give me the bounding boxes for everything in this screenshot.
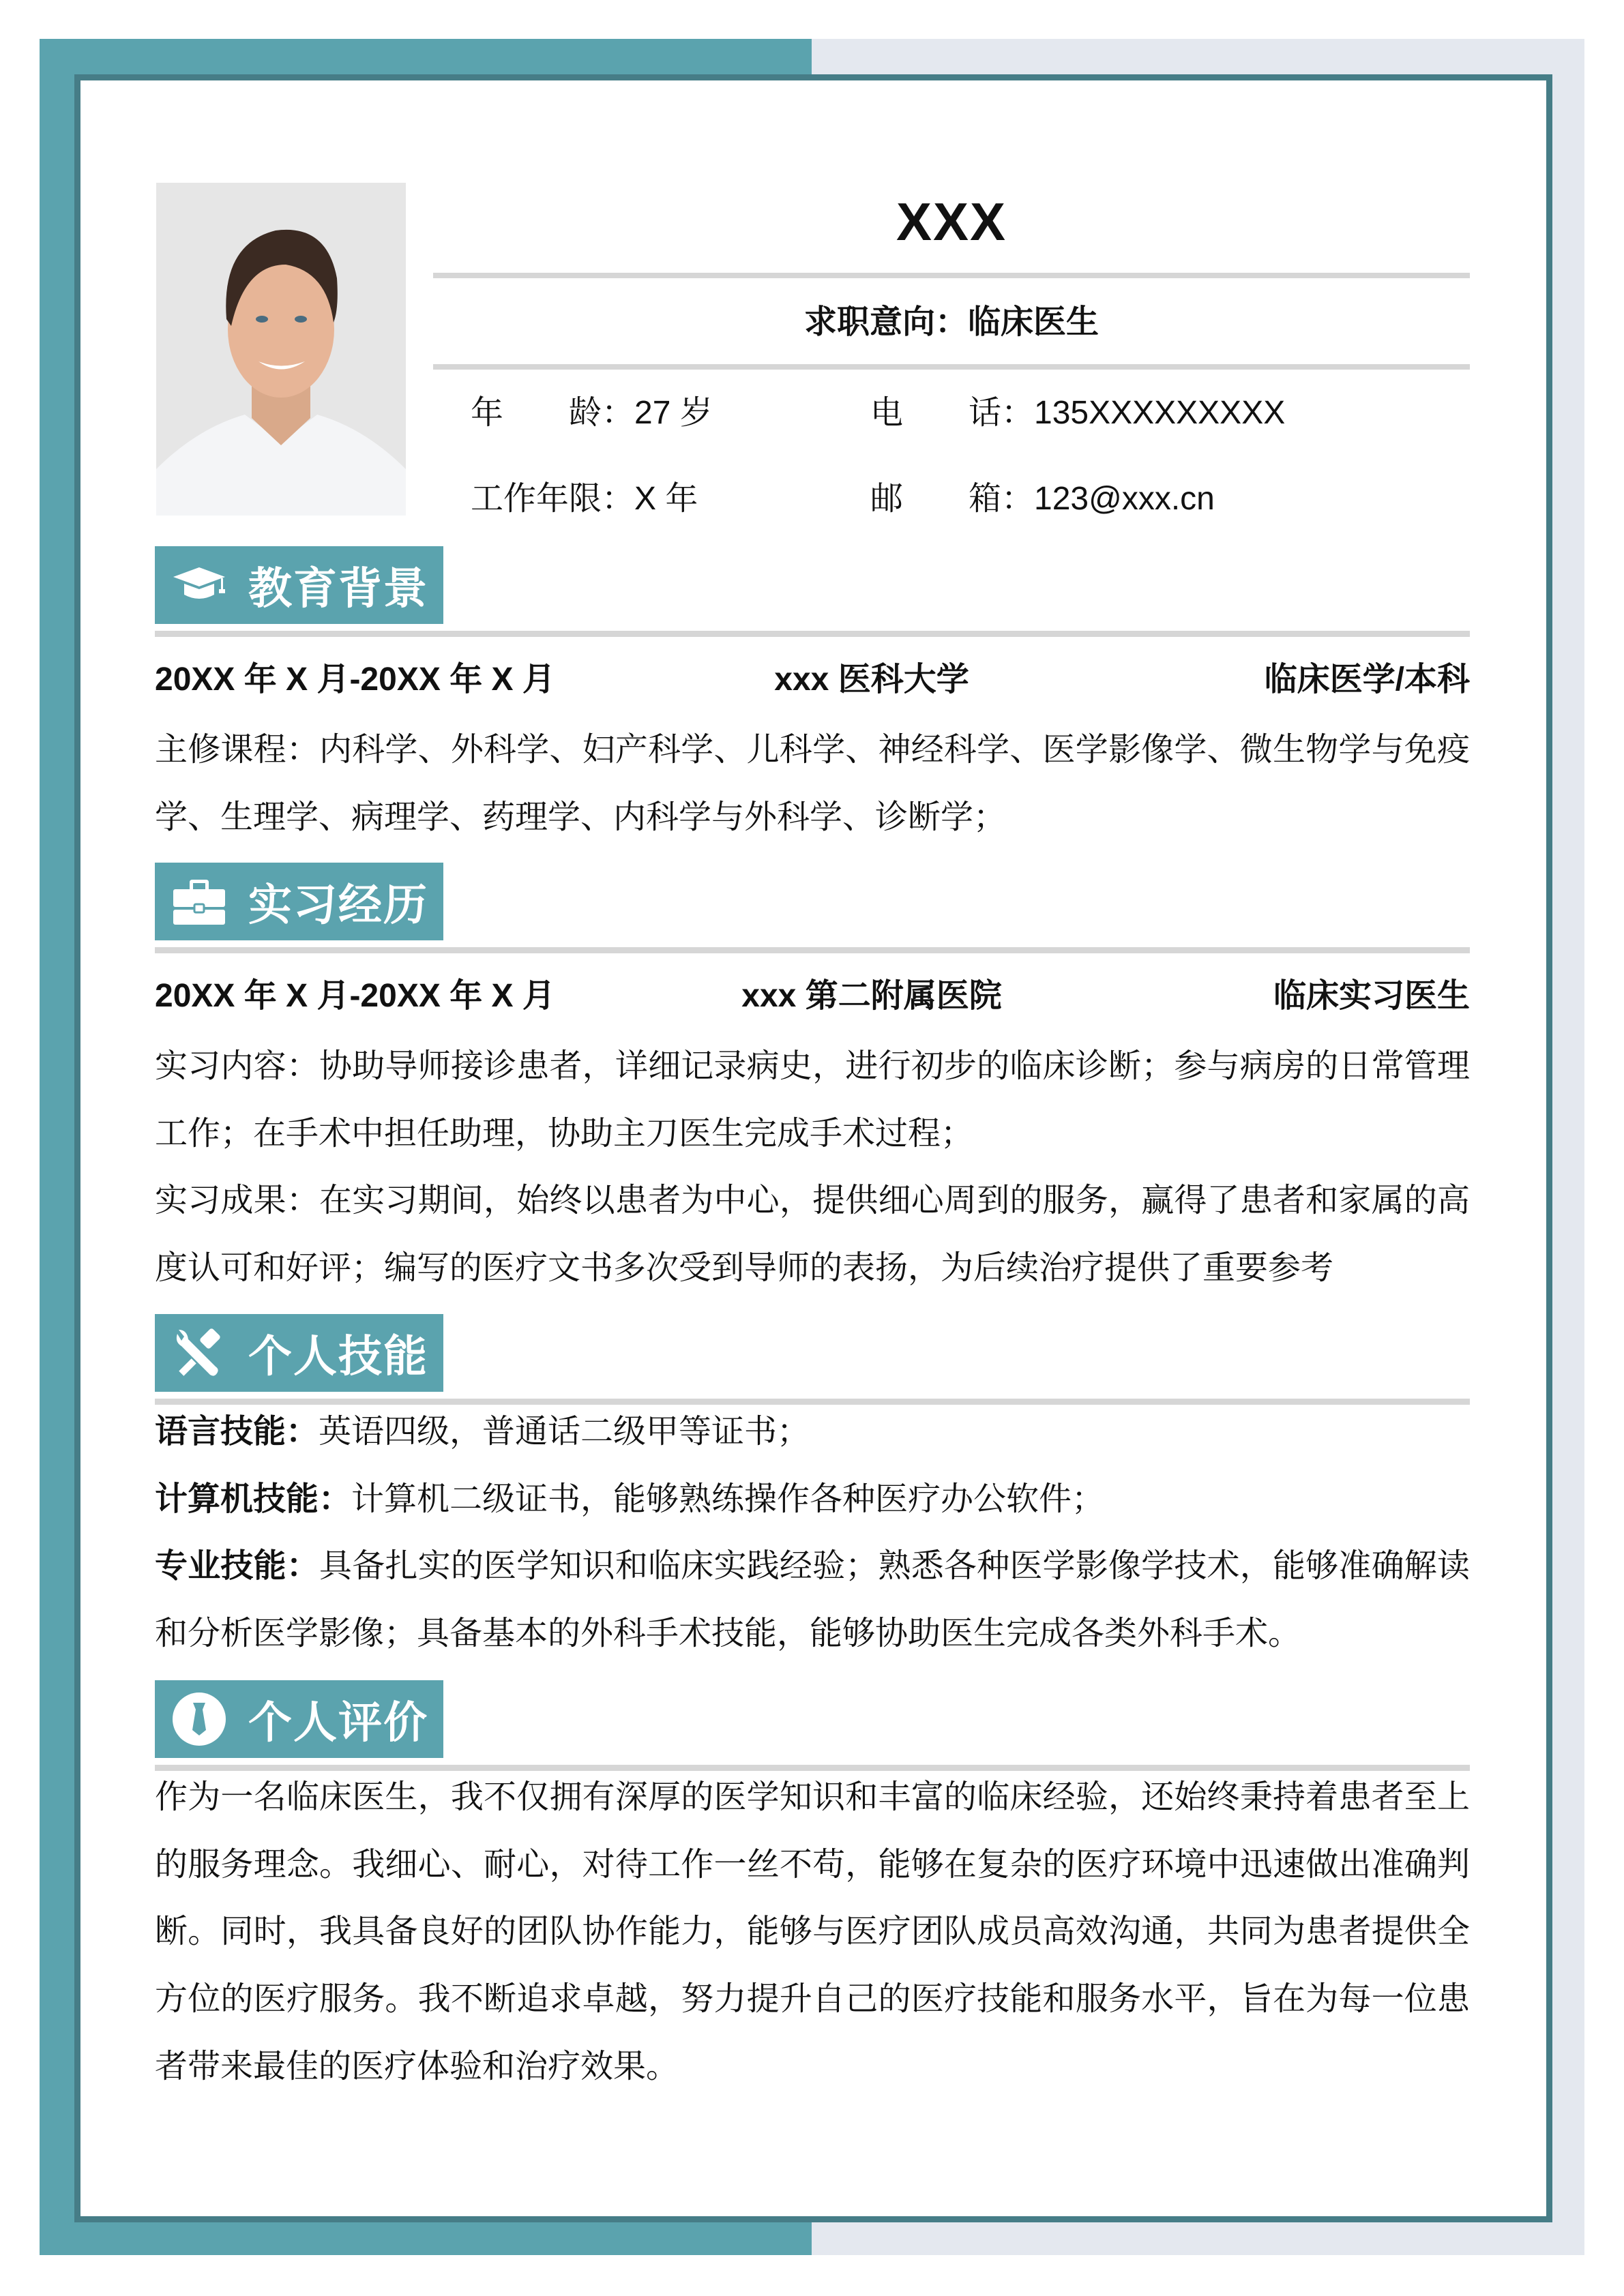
section-header-evaluation <box>155 1680 443 1758</box>
section-title: 实习经历 <box>248 880 428 929</box>
education-major: 临床医学/本科 <box>1264 661 1470 698</box>
skill-text: 计算机二级证书，能够熟练操作各种医疗办公软件； <box>351 1480 1105 1517</box>
section-title: 个人技能 <box>248 1332 428 1381</box>
work-years-field: 工作年限：X 年 <box>471 481 698 517</box>
skill-label: 计算机技能： <box>155 1480 352 1517</box>
graduation-cap-icon <box>172 558 226 612</box>
internship-row <box>155 974 1470 1019</box>
skill-item <box>155 1399 1470 1466</box>
divider <box>433 364 1470 370</box>
skill-item <box>155 1533 1470 1667</box>
section-divider <box>155 631 1470 637</box>
skill-item <box>155 1466 1470 1534</box>
profile-photo <box>156 183 406 516</box>
tie-icon <box>172 1692 226 1746</box>
skill-text: 具备扎实的医学知识和临床实践经验；熟悉各种医学影像学技术，能够准确解读和分析医学影像；具备基本的外科手术技能，能够协助医生完成各类外科手术。 <box>155 1548 1470 1652</box>
email-field: 邮 箱：123@xxx.cn <box>870 481 1215 517</box>
section-title: 个人评价 <box>248 1698 428 1747</box>
job-intent: 求职意向：临床医生 <box>803 304 1099 340</box>
internship-role: 临床实习医生 <box>1273 978 1470 1014</box>
section-header-education <box>155 546 443 624</box>
education-period: 20XX 年 X 月-20XX 年 X 月 <box>155 661 555 698</box>
education-school: xxx 医科大学 <box>774 661 969 698</box>
skill-text: 英语四级，普通话二级甲等证书； <box>319 1414 810 1450</box>
section-header-skills <box>155 1314 443 1392</box>
section-header-internship <box>155 863 443 940</box>
briefcase-icon <box>172 874 226 929</box>
internship-period: 20XX 年 X 月-20XX 年 X 月 <box>155 978 555 1014</box>
education-courses <box>155 717 1470 851</box>
education-row <box>155 657 1470 702</box>
skill-label: 语言技能： <box>155 1414 319 1450</box>
tools-icon <box>172 1326 226 1380</box>
internship-details <box>155 1033 1470 1302</box>
phone-field: 电 话：135XXXXXXXXX <box>870 395 1286 431</box>
internship-content: 实习内容：协助导师接诊患者，详细记录病史，进行初步的临床诊断；参与病房的日常管理工作；在手术中担任助理，协助主刀医生完成手术过程； <box>155 1048 1470 1152</box>
age-field: 年 龄：27 岁 <box>471 395 713 431</box>
evaluation-paragraph: 作为一名临床医生，我不仅拥有深厚的医学知识和丰富的临床经验，还始终秉持着患者至上的服务理念。我细心、耐心，对待工作一丝不苟，能够在复杂的医疗环境中迅速做出准确判断。同时，我具备良好的团队协作能力，能够与医疗团队成员高效沟通，共同为患者提供全方位的医疗服务。我不断追求卓越，努力提升自己的医疗技能和服务水平，旨在为每一位患者带来最佳的医疗体验和治疗效果。 <box>155 1779 1470 2085</box>
divider <box>433 273 1470 278</box>
skill-label: 专业技能： <box>155 1548 320 1585</box>
section-divider <box>155 947 1470 953</box>
internship-result: 实习成果：在实习期间，始终以患者为中心，提供细心周到的服务，赢得了患者和家属的高度认可和好评；编写的医疗文书多次受到导师的表扬，为后续治疗提供了重要参考 <box>155 1182 1470 1287</box>
courses-text: 主修课程：内科学、外科学、妇产科学、儿科学、神经科学、医学影像学、微生物学与免疫学、生理学、病理学、药理学、内科学与外科学、诊断学； <box>155 732 1470 835</box>
skills-list <box>155 1399 1470 1668</box>
candidate-name: XXX <box>896 192 1007 252</box>
evaluation-text <box>155 1764 1470 2101</box>
section-title: 教育背景 <box>248 564 428 613</box>
internship-hospital: xxx 第二附属医院 <box>741 978 1002 1014</box>
